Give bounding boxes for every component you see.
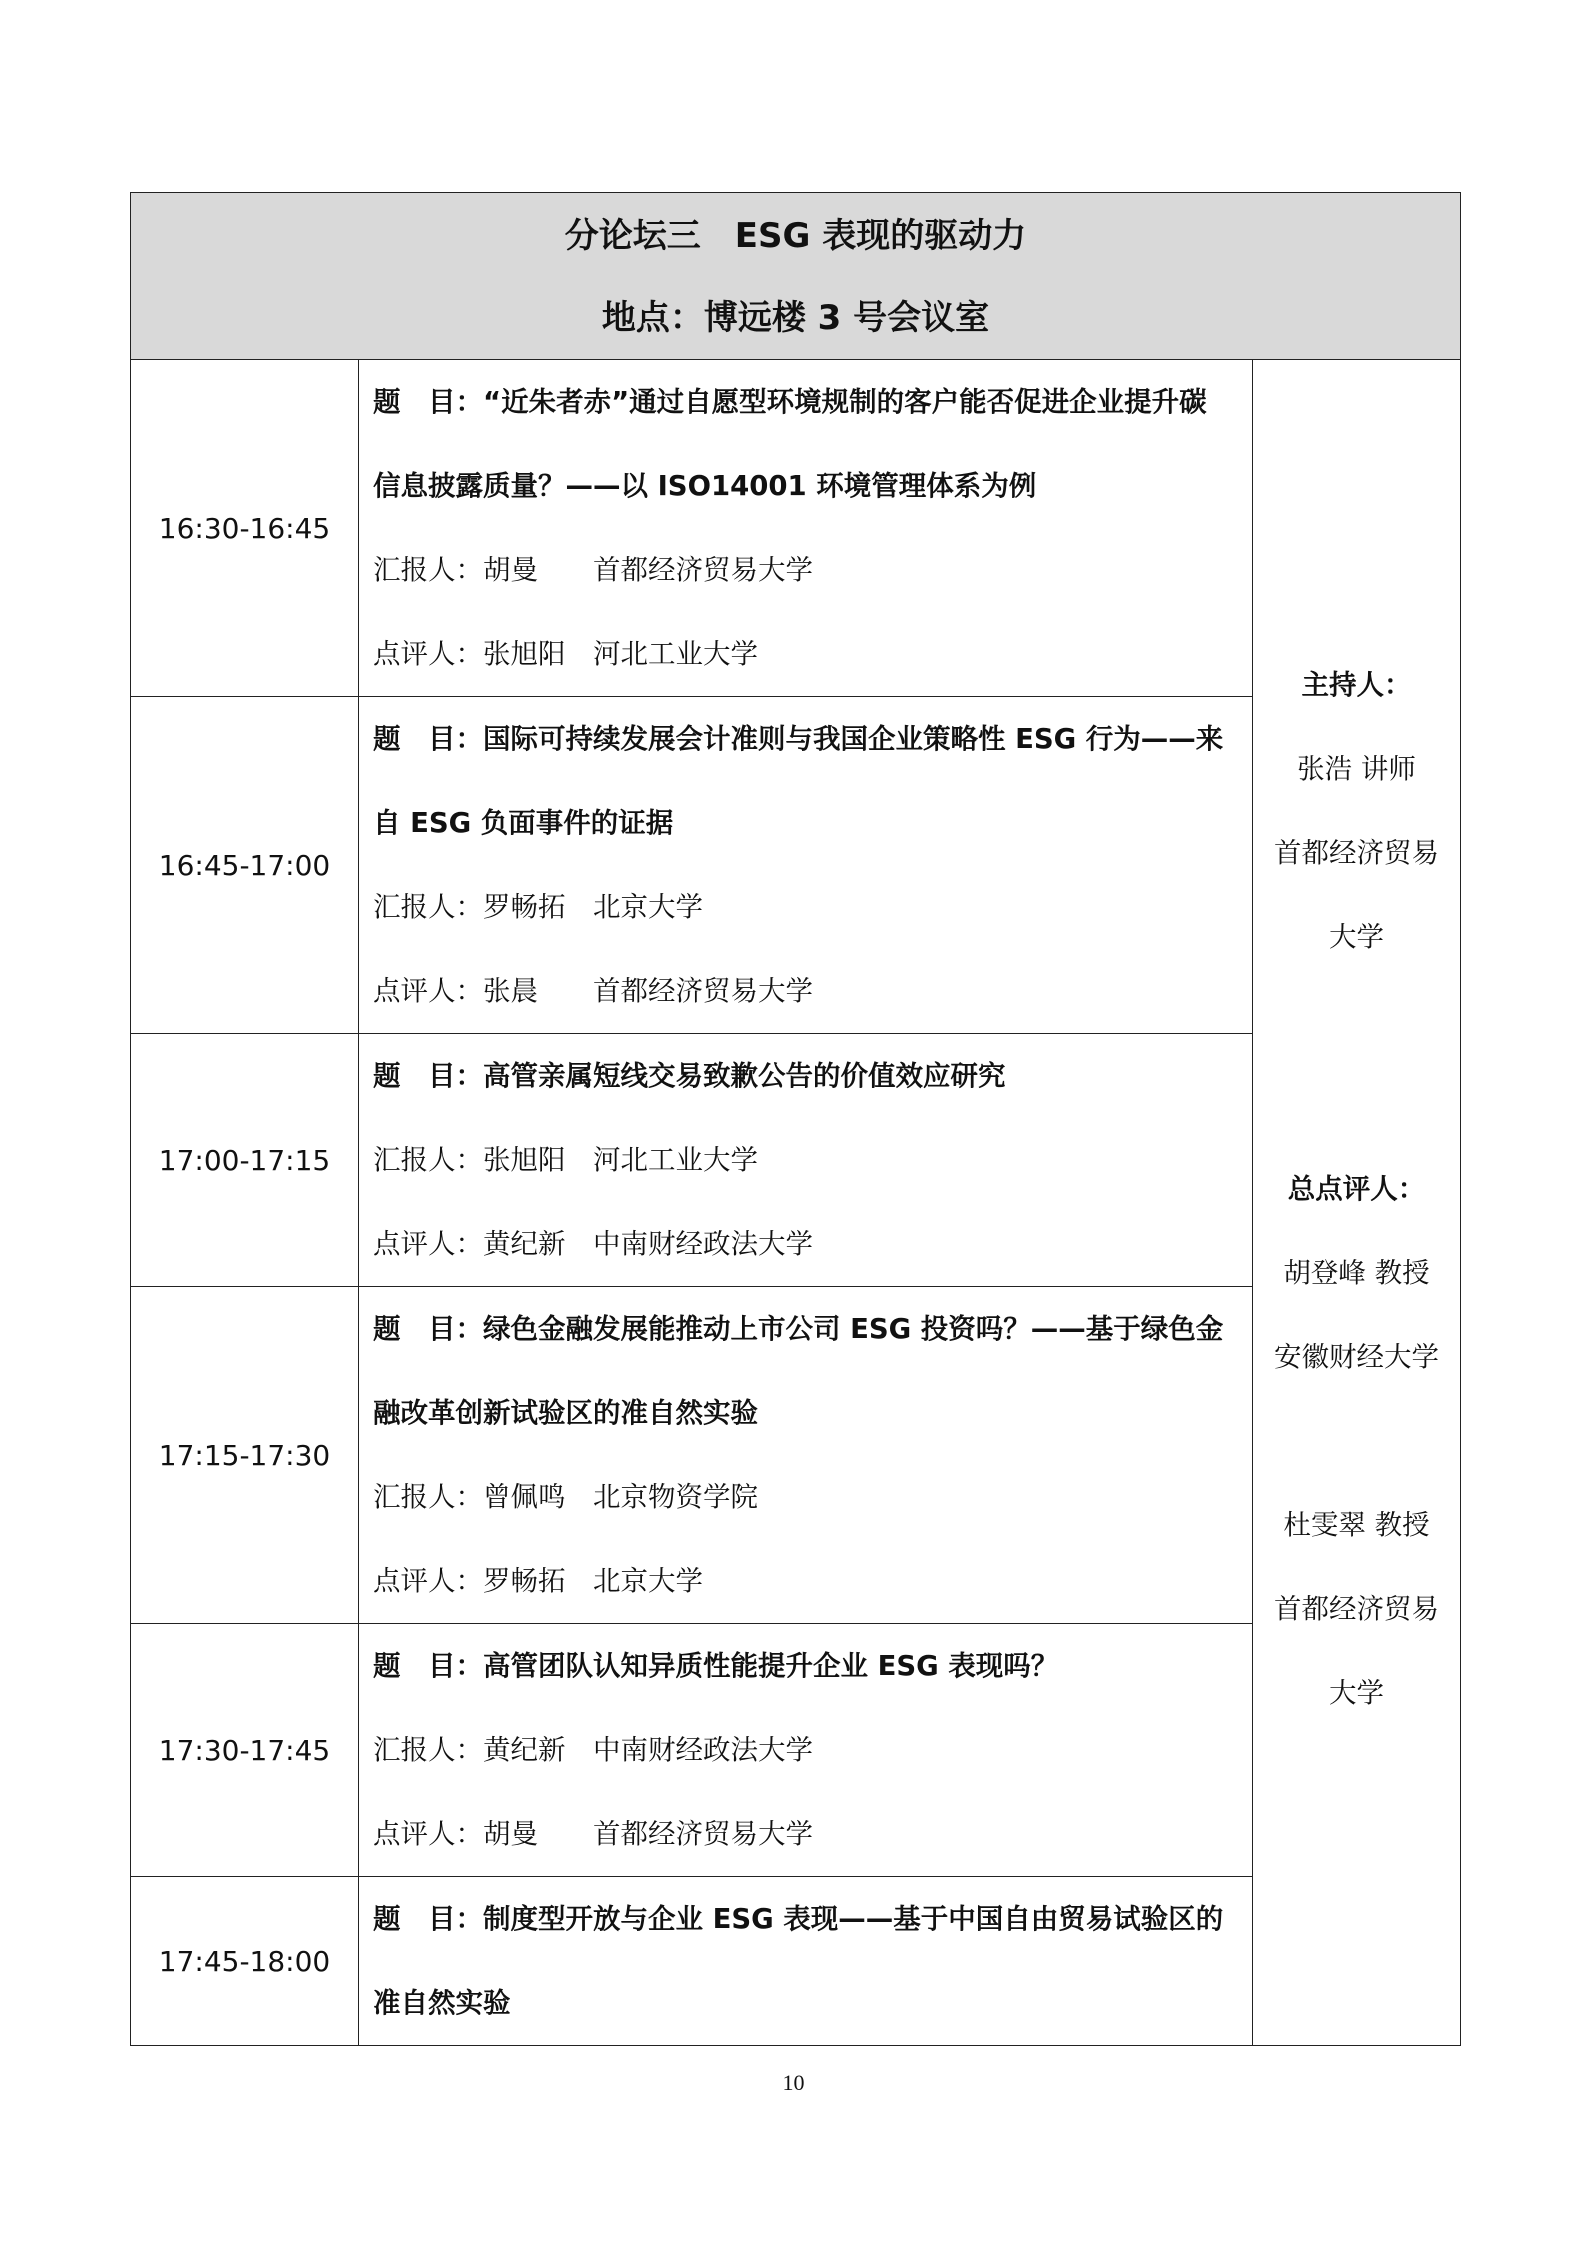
forum-header (131, 193, 1461, 360)
session-topic-cont: 自 ESG 负面事件的证据 (373, 807, 674, 839)
session-topic: 题 目：高管亲属短线交易致歉公告的价值效应研究 (373, 1060, 1006, 1092)
session-topic: 题 目：高管团队认知异质性能提升企业 ESG 表现吗？ (373, 1650, 1059, 1682)
session-reviewer: 点评人：张旭阳 河北工业大学 (373, 638, 758, 670)
forum-venue: 地点：博远楼 3 号会议室 (601, 298, 990, 338)
commentator-org: 首都经济贸易 (1274, 1593, 1439, 1625)
session-topic-cont: 融改革创新试验区的准自然实验 (373, 1397, 758, 1429)
session-reviewer: 点评人：胡曼 首都经济贸易大学 (373, 1818, 813, 1850)
session-topic: 题 目：制度型开放与企业 ESG 表现——基于中国自由贸易试验区的 (373, 1903, 1224, 1935)
session-topic-cont: 准自然实验 (373, 1987, 511, 2019)
host-name: 张浩 讲师 (1297, 753, 1416, 785)
session-content (359, 1287, 1253, 1624)
session-content (359, 1034, 1253, 1287)
commentator-label: 总点评人： (1287, 1173, 1426, 1205)
session-time: 17:45-18:00 (131, 1877, 359, 2046)
session-reviewer: 点评人：罗畅拓 北京大学 (373, 1565, 703, 1597)
commentator-org: 安徽财经大学 (1274, 1341, 1439, 1373)
session-topic-cont: 信息披露质量？——以 ISO14001 环境管理体系为例 (373, 470, 1037, 502)
session-time: 17:15-17:30 (131, 1287, 359, 1624)
session-reviewer: 点评人：黄纪新 中南财经政法大学 (373, 1228, 813, 1260)
session-content (359, 1624, 1253, 1877)
page-number: 10 (782, 2070, 805, 2095)
forum-program-table (130, 192, 1461, 2046)
session-reviewer: 点评人：张晨 首都经济贸易大学 (373, 975, 813, 1007)
session-time: 17:30-17:45 (131, 1624, 359, 1877)
session-presenter: 汇报人：罗畅拓 北京大学 (373, 891, 703, 923)
forum-title: 分论坛三 ESG 表现的驱动力 (564, 216, 1027, 256)
commentator-name: 胡登峰 教授 (1283, 1257, 1430, 1289)
host-org: 首都经济贸易 (1274, 837, 1439, 869)
session-presenter: 汇报人：曾佩鸣 北京物资学院 (373, 1481, 758, 1513)
session-content (359, 1877, 1253, 2046)
session-presenter: 汇报人：黄纪新 中南财经政法大学 (373, 1734, 813, 1766)
commentator-name: 杜雯翠 教授 (1283, 1509, 1430, 1541)
session-time: 16:30-16:45 (131, 360, 359, 697)
session-presenter: 汇报人：胡曼 首都经济贸易大学 (373, 554, 813, 586)
session-row (131, 360, 1461, 697)
session-content (359, 360, 1253, 697)
commentator-org-cont: 大学 (1329, 1677, 1384, 1709)
session-topic: 题 目：国际可持续发展会计准则与我国企业策略性 ESG 行为——来 (373, 723, 1224, 755)
host-label: 主持人： (1301, 669, 1412, 701)
session-time: 17:00-17:15 (131, 1034, 359, 1287)
session-topic: 题 目：绿色金融发展能推动上市公司 ESG 投资吗？——基于绿色金 (373, 1313, 1224, 1345)
session-content (359, 697, 1253, 1034)
session-topic: 题 目：“近朱者赤”通过自愿型环境规制的客户能否促进企业提升碳 (373, 386, 1207, 418)
host-column (1253, 360, 1461, 2046)
session-presenter: 汇报人：张旭阳 河北工业大学 (373, 1144, 758, 1176)
host-org-cont: 大学 (1329, 921, 1384, 953)
session-time: 16:45-17:00 (131, 697, 359, 1034)
